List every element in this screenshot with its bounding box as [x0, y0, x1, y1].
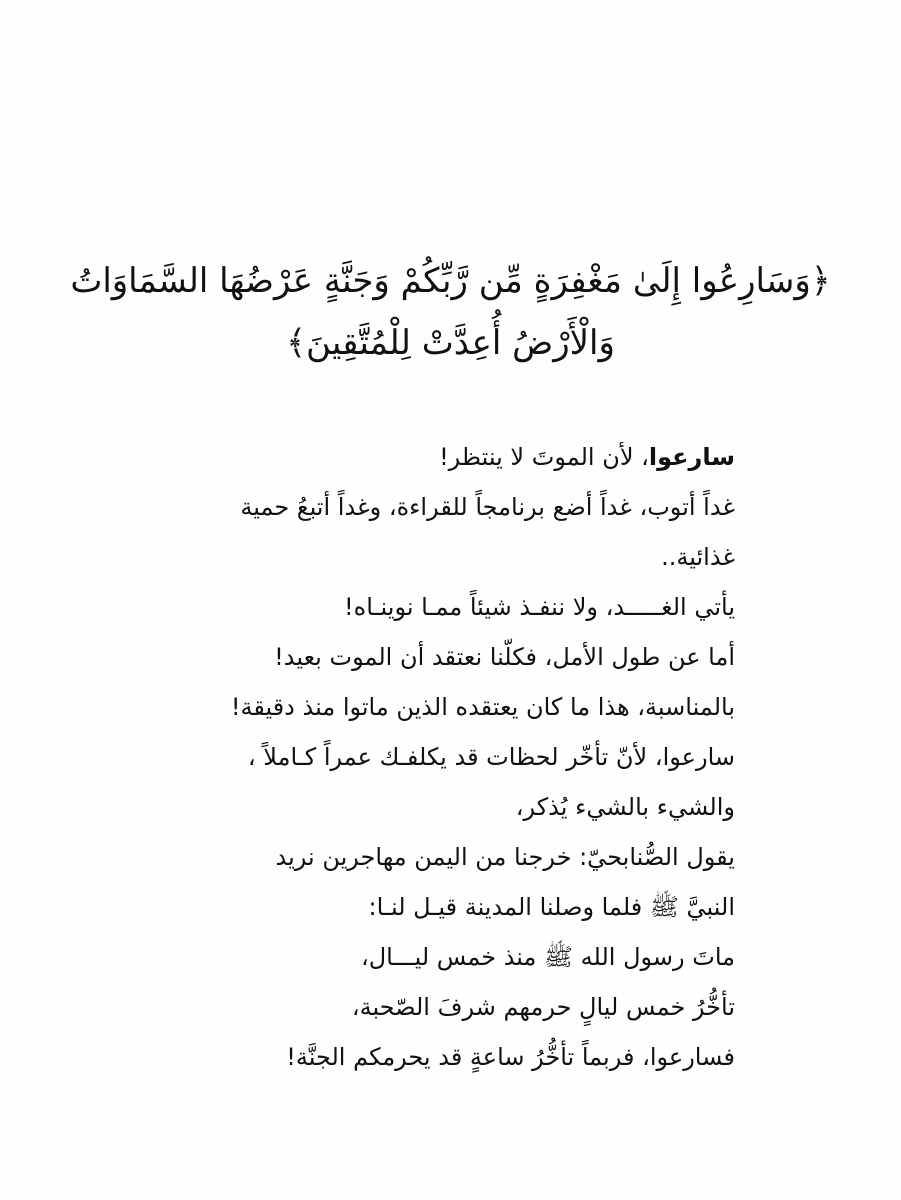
- verse-line-1: ﴿وَسَارِعُوا إِلَىٰ مَغْفِرَةٍ مِّن رَّبِّكُمْ وَجَنَّةٍ عَرْضُهَا السَّمَاوَاتُ: [70, 261, 831, 301]
- text-line: ماتَ رسول الله ﷺ منذ خمس ليـــال،: [360, 943, 735, 971]
- text-line: بالمناسبة، هذا ما كان يعتقده الذين ماتوا منذ دقيقة!: [230, 693, 735, 721]
- text-line: يقول الصُّنابحيّ: خرجنا من اليمن مهاجرين نريد: [275, 843, 735, 871]
- text-line: غداً أتوب، غداً أضع برنامجاً للقراءة، وغداً أتبعُ حمية: [240, 493, 735, 521]
- text-line: سارعوا، لأنّ تأخّر لحظات قد يكلفـك عمراً كـاملاً ،: [247, 743, 735, 771]
- lead-word: سارعوا: [648, 443, 735, 471]
- text-line: يأتي الغـــــد، ولا ننفـذ شيئاً ممـا نوينـاه!: [344, 593, 735, 621]
- body-paragraph: [125, 432, 735, 1082]
- text-line: النبيَّ ﷺ فلما وصلنا المدينة قيـل لنـا:: [368, 893, 735, 921]
- verse-line-2: وَالْأَرْضُ أُعِدَّتْ لِلْمُتَّقِينَ﴾: [286, 323, 615, 363]
- text-line: والشيء بالشيء يُذكر،: [515, 793, 735, 821]
- opening-line: [125, 432, 735, 482]
- quran-verse: [40, 250, 861, 374]
- text-line: غذائية..: [661, 543, 735, 571]
- text-line: تأخُّرُ خمس ليالٍ حرمهم شرفَ الصّحبة،: [351, 993, 735, 1021]
- text-line: فسارعوا، فربماً تأخُّرُ ساعةٍ قد يحرمكم الجنَّة!: [286, 1043, 735, 1071]
- text-line: أما عن طول الأمل، فكلّنا نعتقد أن الموت بعيد!: [274, 643, 735, 671]
- opening-line-rest: ، لأن الموتَ لا ينتظر!: [439, 443, 649, 471]
